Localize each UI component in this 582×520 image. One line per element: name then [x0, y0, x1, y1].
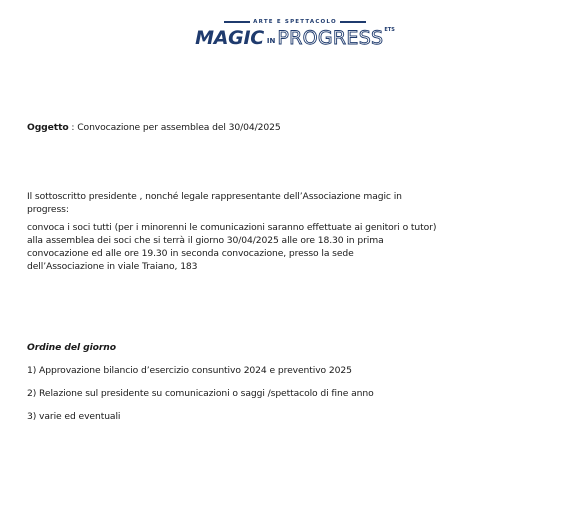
logo-suffix-ets: ETS	[384, 27, 395, 33]
logo-tagline: ARTE E SPETTACOLO	[253, 19, 337, 25]
agenda-item-2: 2) Relazione sul presidente su comunicazioni o saggi /spettacolo di fine anno	[27, 388, 374, 399]
body-line-5: convocazione ed alle ore 19.30 in seconda convocazione, presso la sede	[27, 248, 354, 259]
logo-rule-left	[224, 21, 250, 23]
logo-word-magic: MAGIC	[195, 27, 264, 49]
body-line-2: progress:	[27, 204, 69, 215]
body-line-6: dell’Associazione in viale Traiano, 183	[27, 261, 198, 272]
subject-line	[27, 121, 281, 134]
subject-text: : Convocazione per assemblea del 30/04/2025	[68, 122, 281, 133]
logo-tagline-row	[8, 18, 582, 26]
agenda-item-1: 1) Approvazione bilancio d’esercizio consuntivo 2024 e preventivo 2025	[27, 365, 352, 376]
agenda-item-3: 3) varie ed eventuali	[27, 411, 121, 422]
body-line-4: alla assemblea dei soci che si terrà il giorno 30/04/2025 alle ore 18.30 in prima	[27, 235, 384, 246]
logo-word-in: IN	[266, 37, 276, 45]
body-line-1: Il sottoscritto presidente , nonché legale rappresentante dell’Associazione magic in	[27, 191, 402, 202]
logo-word-progress: PROGRESS	[277, 27, 384, 49]
association-logo	[0, 18, 582, 48]
body-line-3: convoca i soci tutti (per i minorenni le comunicazioni saranno effettuate ai genitori o tutor)	[27, 222, 437, 233]
logo-rule-right	[340, 21, 366, 23]
subject-label: Oggetto	[27, 122, 69, 133]
logo-wordmark	[8, 26, 582, 48]
agenda-title: Ordine del giorno	[27, 342, 116, 353]
